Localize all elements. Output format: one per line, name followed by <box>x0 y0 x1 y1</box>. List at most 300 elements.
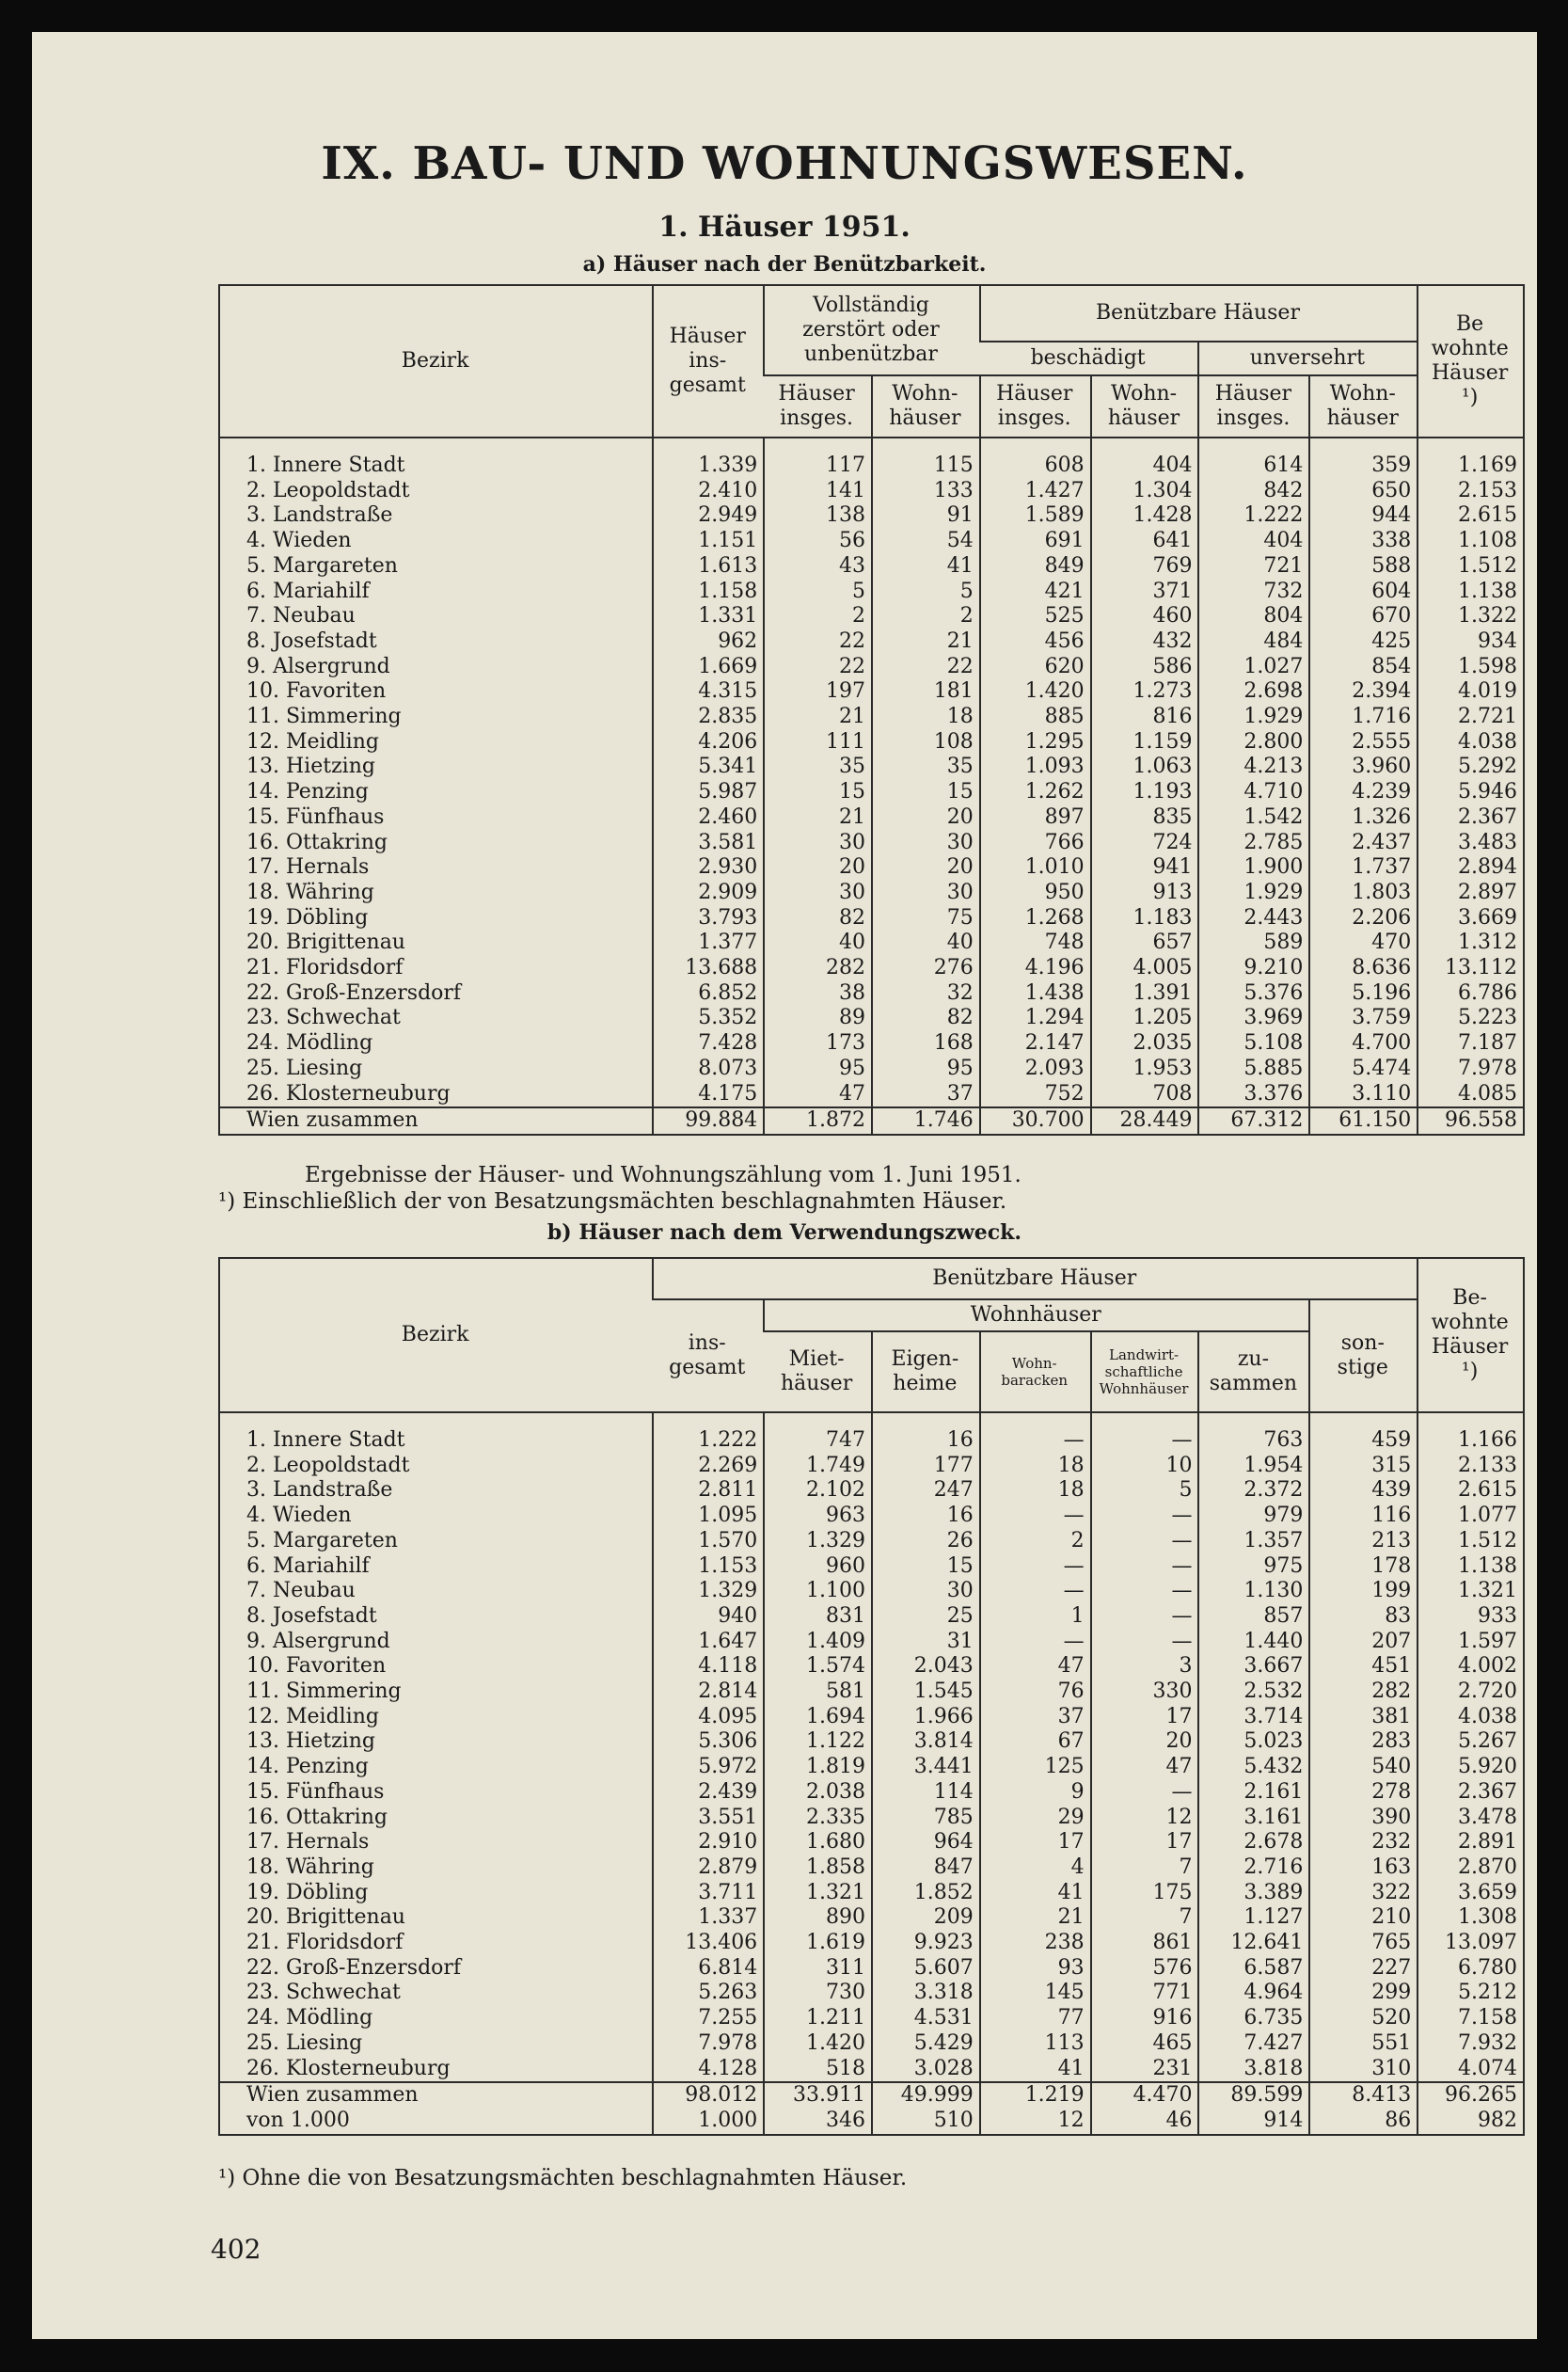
value-cell: 2.870 <box>1418 1855 1524 1881</box>
value-cell: 2.147 <box>980 1031 1091 1057</box>
value-cell: 614 <box>1198 454 1309 479</box>
value-cell: 3.028 <box>872 2057 980 2083</box>
district-name: 4. Wieden <box>246 1504 352 1528</box>
table-row <box>219 1478 1524 1504</box>
value-cell: 747 <box>764 1428 872 1454</box>
district-name: 24. Mödling <box>246 1031 373 1056</box>
header-landw-b: Landwirt- schaftliche Wohnhäuser <box>1091 1331 1199 1412</box>
header-beschaedigt: beschädigt <box>980 342 1199 375</box>
value-cell: 10 <box>1091 1454 1199 1479</box>
value-cell: 145 <box>980 1981 1091 2006</box>
value-cell: 282 <box>1309 1680 1418 1705</box>
value-cell: 1.803 <box>1309 881 1418 906</box>
value-cell: 1.268 <box>980 906 1091 931</box>
value-cell: 99.884 <box>653 1107 764 1135</box>
district-name: 12. Meidling <box>246 729 379 754</box>
value-cell: 178 <box>1309 1554 1418 1580</box>
value-cell: — <box>1091 1579 1199 1604</box>
district-name: 4. Wieden <box>246 529 352 553</box>
value-cell: 2 <box>764 604 872 629</box>
value-cell: 608 <box>980 454 1091 479</box>
district-name: 25. Liesing <box>246 1056 363 1080</box>
value-cell: 381 <box>1309 1705 1418 1730</box>
value-cell: 4.002 <box>1418 1654 1524 1680</box>
value-cell: 2.678 <box>1198 1830 1309 1855</box>
value-cell: 5.223 <box>1418 1006 1524 1031</box>
value-cell: 1.716 <box>1309 705 1418 730</box>
table-row <box>219 1428 1524 1454</box>
table-row <box>219 1630 1524 1655</box>
district-name: 14. Penzing <box>246 1755 369 1779</box>
district-name: 26. Klosterneuburg <box>246 2056 451 2080</box>
value-cell: 1.273 <box>1091 679 1199 705</box>
value-cell: 3.441 <box>872 1755 980 1780</box>
value-cell: 890 <box>764 1905 872 1931</box>
spacer-cell <box>653 438 764 454</box>
value-cell: 1.158 <box>653 580 764 605</box>
district-name: 1. Innere Stadt <box>246 454 405 477</box>
header-benuetzbar-b: Benützbare Häuser <box>653 1258 1418 1299</box>
value-cell: 854 <box>1309 655 1418 680</box>
header-eigen-b: Eigen- heime <box>872 1331 980 1412</box>
value-cell: 3.318 <box>872 1981 980 2006</box>
value-cell: 1.598 <box>1418 655 1524 680</box>
value-cell: 17 <box>1091 1830 1199 1855</box>
value-cell: — <box>1091 1428 1199 1454</box>
value-cell: 940 <box>653 1604 764 1630</box>
spacer-cell <box>764 1412 872 1428</box>
table-row <box>219 956 1524 981</box>
spacer-cell <box>980 438 1091 454</box>
value-cell: 4.710 <box>1198 780 1309 805</box>
value-cell: 197 <box>764 679 872 705</box>
district-name: 12. Meidling <box>246 1704 379 1728</box>
table-row <box>219 1755 1524 1780</box>
table-row <box>219 1654 1524 1680</box>
value-cell: 32 <box>872 981 980 1007</box>
value-cell: 232 <box>1309 1830 1418 1855</box>
value-cell: 1.130 <box>1198 1579 1309 1604</box>
value-cell: 173 <box>764 1031 872 1057</box>
value-cell: 82 <box>764 906 872 931</box>
value-cell: 1.574 <box>764 1654 872 1680</box>
value-cell: 5.972 <box>653 1755 764 1780</box>
value-cell: 914 <box>1198 2109 1309 2135</box>
value-cell: 708 <box>1091 1082 1199 1108</box>
table-row <box>219 604 1524 629</box>
spacer-cell <box>1091 1412 1199 1428</box>
value-cell: — <box>980 1579 1091 1604</box>
table-row <box>219 1956 1524 1982</box>
value-cell: 657 <box>1091 931 1199 956</box>
value-cell: 748 <box>980 931 1091 956</box>
value-cell: 18 <box>980 1478 1091 1504</box>
district-name: 5. Margareten <box>246 553 398 578</box>
value-cell: 941 <box>1091 855 1199 881</box>
value-cell: 963 <box>764 1504 872 1529</box>
value-cell: 804 <box>1198 604 1309 629</box>
value-cell: — <box>980 1630 1091 1655</box>
value-cell: 1.357 <box>1198 1529 1309 1554</box>
value-cell: 4.118 <box>653 1654 764 1680</box>
value-cell: 4.175 <box>653 1082 764 1108</box>
value-cell: 125 <box>980 1755 1091 1780</box>
value-cell: 2.555 <box>1309 730 1418 756</box>
value-cell: 1.438 <box>980 981 1091 1007</box>
value-cell: 847 <box>872 1855 980 1881</box>
value-cell: 9 <box>980 1780 1091 1806</box>
value-cell: 857 <box>1198 1604 1309 1630</box>
district-name: 17. Hernals <box>246 855 370 880</box>
value-cell: 934 <box>1418 629 1524 655</box>
value-cell: 1.966 <box>872 1705 980 1730</box>
table-row <box>219 529 1524 554</box>
value-cell: 1.294 <box>980 1006 1091 1031</box>
value-cell: 4.085 <box>1418 1082 1524 1108</box>
value-cell: 330 <box>1091 1680 1199 1705</box>
value-cell: 2.949 <box>653 503 764 529</box>
value-cell: 168 <box>872 1031 980 1057</box>
value-cell: 12 <box>1091 1806 1199 1831</box>
value-cell: 1.680 <box>764 1830 872 1855</box>
value-cell: 83 <box>1309 1604 1418 1630</box>
value-cell: 1.108 <box>1418 529 1524 554</box>
value-cell: 459 <box>1309 1428 1418 1454</box>
value-cell: 15 <box>872 780 980 805</box>
value-cell: 3.483 <box>1418 831 1524 856</box>
header-bewohnt-b: Be- wohnte Häuser ¹) <box>1418 1258 1524 1412</box>
value-cell: 115 <box>872 454 980 479</box>
chapter-title: IX. BAU- UND WOHNUNGSWESEN. <box>321 137 1248 190</box>
district-name: 22. Groß-Enzersdorf <box>246 1955 462 1980</box>
value-cell: 1.166 <box>1418 1428 1524 1454</box>
value-cell: 5 <box>872 580 980 605</box>
value-cell: 3.581 <box>653 831 764 856</box>
district-name: 7. Neubau <box>246 604 356 629</box>
value-cell: 7.932 <box>1418 2031 1524 2057</box>
value-cell: 3.376 <box>1198 1082 1309 1108</box>
header-beschaedigt-insges: Häuser insges. <box>980 375 1091 438</box>
value-cell: 15 <box>872 1554 980 1580</box>
value-cell: 2.038 <box>764 1780 872 1806</box>
value-cell: 35 <box>764 755 872 780</box>
value-cell: 1.427 <box>980 479 1091 504</box>
value-cell: 1.613 <box>653 554 764 580</box>
value-cell: 16 <box>872 1504 980 1529</box>
value-cell: 5.306 <box>653 1729 764 1755</box>
district-name: 1. Innere Stadt <box>246 1428 405 1452</box>
district-name: 10. Favoriten <box>246 1654 387 1679</box>
value-cell: 1.819 <box>764 1755 872 1780</box>
value-cell: 371 <box>1091 580 1199 605</box>
value-cell: 1.312 <box>1418 931 1524 956</box>
value-cell: 465 <box>1091 2031 1199 2057</box>
value-cell: 238 <box>980 1931 1091 1956</box>
value-cell: 5.920 <box>1418 1755 1524 1780</box>
value-cell: 37 <box>980 1705 1091 1730</box>
table-row <box>219 931 1524 956</box>
value-cell: 4.019 <box>1418 679 1524 705</box>
value-cell: 1.597 <box>1418 1630 1524 1655</box>
value-cell: 7 <box>1091 1855 1199 1881</box>
value-cell: 61.150 <box>1309 1107 1418 1135</box>
district-name: 13. Hietzing <box>246 755 375 779</box>
value-cell: 4.315 <box>653 679 764 705</box>
value-cell: 1.304 <box>1091 479 1199 504</box>
header-benuetzbar: Benützbare Häuser <box>980 285 1418 342</box>
value-cell: 1.093 <box>980 755 1091 780</box>
value-cell: 12.641 <box>1198 1931 1309 1956</box>
table-row <box>219 1554 1524 1580</box>
value-cell: 1.321 <box>1418 1579 1524 1604</box>
value-cell: 1.169 <box>1418 454 1524 479</box>
value-cell: 816 <box>1091 705 1199 730</box>
value-cell: 2.910 <box>653 1830 764 1855</box>
value-cell: 766 <box>980 831 1091 856</box>
value-cell: 29 <box>980 1806 1091 1831</box>
value-cell: 1.512 <box>1418 1529 1524 1554</box>
district-name: 10. Favoriten <box>246 679 387 704</box>
value-cell: 432 <box>1091 629 1199 655</box>
value-cell: 3.161 <box>1198 1806 1309 1831</box>
table-row <box>219 2006 1524 2031</box>
header-unversehrt: unversehrt <box>1198 342 1418 375</box>
value-cell: 2.721 <box>1418 705 1524 730</box>
value-cell: 831 <box>764 1604 872 1630</box>
value-cell: 5.885 <box>1198 1057 1309 1082</box>
value-cell: 47 <box>1091 1755 1199 1780</box>
district-name: 17. Hernals <box>246 1830 370 1855</box>
value-cell: 210 <box>1309 1905 1418 1931</box>
value-cell: 691 <box>980 529 1091 554</box>
value-cell: 77 <box>980 2006 1091 2031</box>
value-cell: 20 <box>872 805 980 831</box>
district-name: 20. Brigittenau <box>246 931 405 955</box>
value-cell: 6.852 <box>653 981 764 1007</box>
value-cell: 520 <box>1309 2006 1418 2031</box>
value-cell: 31 <box>872 1630 980 1655</box>
value-cell: 4.239 <box>1309 780 1418 805</box>
value-cell: 22 <box>872 655 980 680</box>
value-cell: 89 <box>764 1006 872 1031</box>
table-row <box>219 629 1524 655</box>
district-name: 23. Schwechat <box>246 1981 401 2005</box>
value-cell: 2.410 <box>653 479 764 504</box>
value-cell: 2.532 <box>1198 1680 1309 1705</box>
value-cell: — <box>1091 1604 1199 1630</box>
value-cell: 3.389 <box>1198 1881 1309 1906</box>
value-cell: 2 <box>980 1529 1091 1554</box>
value-cell: 54 <box>872 529 980 554</box>
value-cell: 2.615 <box>1418 1478 1524 1504</box>
value-cell: 1.420 <box>980 679 1091 705</box>
value-cell: 20 <box>764 855 872 881</box>
table-row <box>219 855 1524 881</box>
value-cell: 964 <box>872 1830 980 1855</box>
value-cell: 315 <box>1309 1454 1418 1479</box>
value-cell: 17 <box>980 1830 1091 1855</box>
table-row <box>219 1006 1524 1031</box>
value-cell: 861 <box>1091 1931 1199 1956</box>
value-cell: 724 <box>1091 831 1199 856</box>
value-cell: 13.688 <box>653 956 764 981</box>
table-row <box>219 1082 1524 1108</box>
value-cell: 6.780 <box>1418 1956 1524 1982</box>
value-cell: 1.000 <box>653 2109 764 2135</box>
value-cell: 177 <box>872 1454 980 1479</box>
value-cell: 117 <box>764 454 872 479</box>
table-row <box>219 1780 1524 1806</box>
district-name: 20. Brigittenau <box>246 1905 405 1930</box>
spacer-cell <box>219 1412 653 1428</box>
table-row <box>219 1057 1524 1082</box>
value-cell: 299 <box>1309 1981 1418 2006</box>
value-cell: 199 <box>1309 1579 1418 1604</box>
value-cell: 1.512 <box>1418 554 1524 580</box>
footnote-b: ¹) Ohne die von Besatzungsmächten beschlagnahmten Häuser. <box>218 2166 908 2190</box>
value-cell: 2.133 <box>1418 1454 1524 1479</box>
value-cell: 1.440 <box>1198 1630 1309 1655</box>
value-cell: 732 <box>1198 580 1309 605</box>
value-cell: 47 <box>980 1654 1091 1680</box>
value-cell: 916 <box>1091 2006 1199 2031</box>
table-row <box>219 1981 1524 2006</box>
value-cell: 975 <box>1198 1554 1309 1580</box>
value-cell: 885 <box>980 705 1091 730</box>
header-zerstoert-wohn: Wohn- häuser <box>872 375 980 438</box>
table-row <box>219 1680 1524 1705</box>
table-row <box>219 1931 1524 1956</box>
value-cell: 67 <box>980 1729 1091 1755</box>
value-cell: 425 <box>1309 629 1418 655</box>
value-cell: 282 <box>764 956 872 981</box>
value-cell: 276 <box>872 956 980 981</box>
value-cell: 213 <box>1309 1529 1418 1554</box>
spacer-cell <box>1418 438 1524 454</box>
value-cell: 2.335 <box>764 1806 872 1831</box>
value-cell: 2.035 <box>1091 1031 1199 1057</box>
value-cell: 1.619 <box>764 1931 872 1956</box>
table-row <box>219 780 1524 805</box>
value-cell: 5 <box>764 580 872 605</box>
value-cell: 4.964 <box>1198 1981 1309 2006</box>
spacer-cell <box>764 438 872 454</box>
table-row <box>219 1881 1524 1906</box>
value-cell: 439 <box>1309 1478 1418 1504</box>
value-cell: 641 <box>1091 529 1199 554</box>
spacer-cell <box>872 438 980 454</box>
value-cell: 133 <box>872 479 980 504</box>
value-cell: 5 <box>1091 1478 1199 1504</box>
value-cell: 7 <box>1091 1905 1199 1931</box>
value-cell: 86 <box>1309 2109 1418 2135</box>
value-cell: 913 <box>1091 881 1199 906</box>
header-unversehrt-insges: Häuser insges. <box>1198 375 1309 438</box>
value-cell: 1.331 <box>653 604 764 629</box>
value-cell: 1.420 <box>764 2031 872 2057</box>
spacer-cell <box>219 438 653 454</box>
district-name: 5. Margareten <box>246 1528 398 1552</box>
value-cell: 231 <box>1091 2057 1199 2083</box>
value-cell: 2.879 <box>653 1855 764 1881</box>
table-row <box>219 881 1524 906</box>
value-cell: 588 <box>1309 554 1418 580</box>
spacer-cell <box>1091 438 1199 454</box>
total-row <box>219 2082 1524 2109</box>
district-name: 13. Hietzing <box>246 1729 375 1754</box>
header-beschaedigt-wohn: Wohn- häuser <box>1091 375 1199 438</box>
value-cell: — <box>980 1428 1091 1454</box>
value-cell: 752 <box>980 1082 1091 1108</box>
value-cell: 20 <box>872 855 980 881</box>
value-cell: 979 <box>1198 1504 1309 1529</box>
value-cell: 484 <box>1198 629 1309 655</box>
value-cell: 2.206 <box>1309 906 1418 931</box>
value-cell: 897 <box>980 805 1091 831</box>
district-name: 22. Groß-Enzersdorf <box>246 980 462 1005</box>
header-wohnhaeuser-b: Wohnhäuser <box>764 1299 1309 1331</box>
table-row <box>219 1705 1524 1730</box>
district-name: Wien zusammen <box>219 2082 653 2109</box>
header-unversehrt-wohn: Wohn- häuser <box>1309 375 1418 438</box>
district-name: 2. Leopoldstadt <box>246 478 410 502</box>
value-cell: 338 <box>1309 529 1418 554</box>
value-cell: 21 <box>980 1905 1091 1931</box>
value-cell: 771 <box>1091 1981 1199 2006</box>
value-cell: 470 <box>1309 931 1418 956</box>
value-cell: 4.128 <box>653 2057 764 2083</box>
value-cell: 46 <box>1091 2109 1199 2135</box>
value-cell: 181 <box>872 679 980 705</box>
table-row <box>219 1529 1524 1554</box>
table-a-body <box>219 438 1524 1135</box>
value-cell: 114 <box>872 1780 980 1806</box>
value-cell: 311 <box>764 1956 872 1982</box>
value-cell: 7.158 <box>1418 2006 1524 2031</box>
value-cell: 5.196 <box>1309 981 1418 1007</box>
value-cell: 2 <box>872 604 980 629</box>
value-cell: 82 <box>872 1006 980 1031</box>
value-cell: 5.212 <box>1418 1981 1524 2006</box>
district-name: 2. Leopoldstadt <box>246 1453 410 1477</box>
value-cell: 5.108 <box>1198 1031 1309 1057</box>
value-cell: 1.391 <box>1091 981 1199 1007</box>
value-cell: 2.439 <box>653 1780 764 1806</box>
value-cell: 2.800 <box>1198 730 1309 756</box>
value-cell: 586 <box>1091 655 1199 680</box>
spacer-cell <box>1418 1412 1524 1428</box>
district-name: 11. Simmering <box>246 1680 402 1704</box>
header-zusammen-b: zu- sammen <box>1198 1331 1309 1412</box>
value-cell: 6.814 <box>653 1956 764 1982</box>
value-cell: 721 <box>1198 554 1309 580</box>
header-zerstoert: Vollständig zerstört oder unbenützbar <box>764 285 980 375</box>
value-cell: — <box>1091 1529 1199 1554</box>
value-cell: 2.698 <box>1198 679 1309 705</box>
value-cell: 95 <box>872 1057 980 1082</box>
value-cell: 38 <box>764 981 872 1007</box>
value-cell: 933 <box>1418 1604 1524 1630</box>
value-cell: 5.987 <box>653 780 764 805</box>
value-cell: 89.599 <box>1198 2082 1309 2109</box>
value-cell: 5.474 <box>1309 1057 1418 1082</box>
value-cell: 3.667 <box>1198 1654 1309 1680</box>
value-cell: 1.219 <box>980 2082 1091 2109</box>
table-row <box>219 1579 1524 1604</box>
district-name: 19. Döbling <box>246 1880 369 1904</box>
value-cell: 456 <box>980 629 1091 655</box>
table-row <box>219 1830 1524 1855</box>
